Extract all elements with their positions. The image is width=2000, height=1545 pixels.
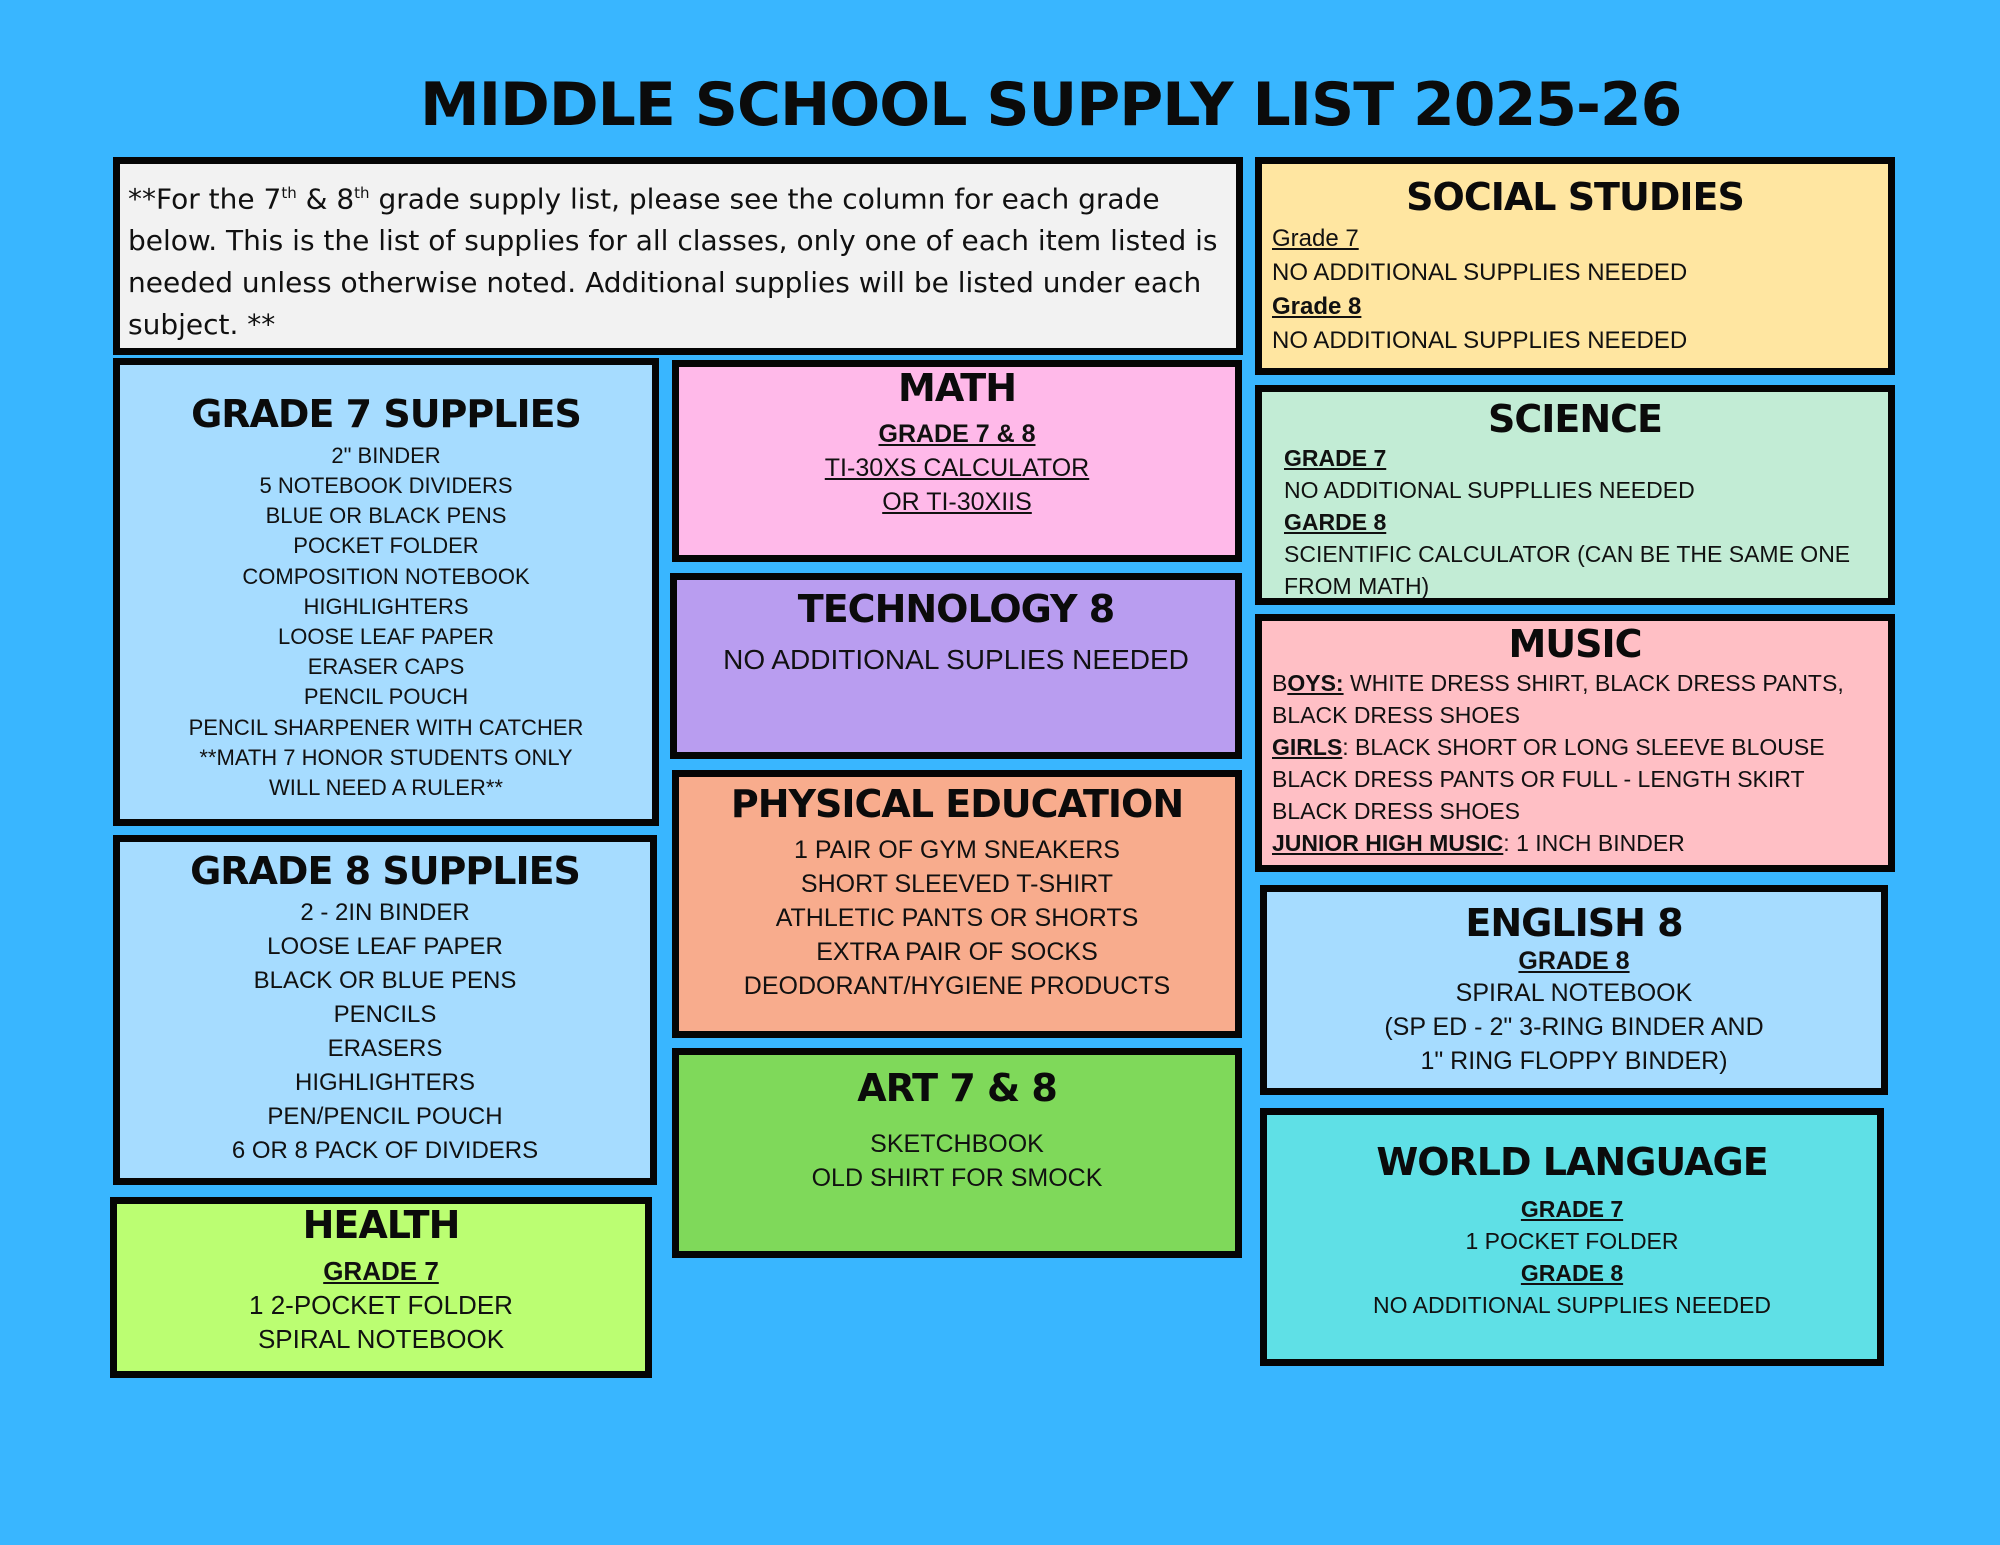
list-item: BLACK OR BLUE PENS <box>253 966 517 994</box>
social-studies-card <box>1255 157 1895 375</box>
grade-label: GARDE 8 <box>1284 508 1387 535</box>
list-item: 1" RING FLOPPY BINDER) <box>1420 1046 1728 1075</box>
list-item: LOOSE LEAF PAPER <box>267 932 503 960</box>
intro-note <box>113 157 1243 355</box>
art-heading: ART 7 & 8 <box>857 1066 1057 1110</box>
art-card <box>672 1048 1242 1258</box>
page-title: MIDDLE SCHOOL SUPPLY LIST 2025-26 <box>420 70 1682 140</box>
grade-label: GRADE 7 <box>323 1255 439 1286</box>
list-item: TI-30XS CALCULATOR <box>824 453 1090 482</box>
list-item: 1 PAIR OF GYM SNEAKERS <box>793 835 1120 864</box>
science-card <box>1255 385 1895 605</box>
list-item: **MATH 7 HONOR STUDENTS ONLY <box>199 744 573 770</box>
pe-card <box>672 770 1242 1038</box>
list-item: EXTRA PAIR OF SOCKS <box>816 937 1098 966</box>
list-item: DEODORANT/HYGIENE PRODUCTS <box>743 971 1171 1000</box>
list-item: 6 OR 8 PACK OF DIVIDERS <box>231 1136 539 1164</box>
grade-label: GRADE 7 <box>1520 1195 1624 1222</box>
list-item: ERASER CAPS <box>307 654 465 680</box>
math-card <box>672 360 1242 562</box>
list-item: OLD SHIRT FOR SMOCK <box>811 1163 1103 1192</box>
health-card <box>110 1197 652 1378</box>
list-item: SHORT SLEEVED T-SHIRT <box>800 869 1114 898</box>
social-studies-heading: SOCIAL STUDIES <box>1406 175 1744 219</box>
list-item: NO ADDITIONAL SUPPLIES NEEDED <box>1272 326 1688 354</box>
list-item: PEN/PENCIL POUCH <box>267 1102 503 1130</box>
grade-label: GRADE 7 & 8 <box>878 419 1036 448</box>
science-heading: SCIENCE <box>1487 397 1662 441</box>
grade7-supplies-card <box>113 358 659 826</box>
list-item: COMPOSITION NOTEBOOK <box>242 563 530 589</box>
list-item: HIGHLIGHTERS <box>294 1068 476 1096</box>
list-item: ERASERS <box>327 1034 443 1062</box>
list-item: 5 NOTEBOOK DIVIDERS <box>259 472 513 498</box>
list-item: NO ADDITIONAL SUPPLIES NEEDED <box>1373 1291 1771 1318</box>
list-item: NO ADDITIONAL SUPPLLIES NEEDED <box>1284 476 1695 503</box>
world-language-card <box>1260 1108 1884 1366</box>
english-heading: ENGLISH 8 <box>1465 901 1683 945</box>
grade8-supplies-card <box>113 835 657 1185</box>
english-card <box>1260 885 1888 1095</box>
technology-heading: TECHNOLOGY 8 <box>797 587 1115 631</box>
list-item: 1 2-POCKET FOLDER <box>249 1290 513 1320</box>
technology-text: NO ADDITIONAL SUPLIES NEEDED <box>723 643 1189 675</box>
music-girls: GIRLS: BLACK SHORT OR LONG SLEEVE BLOUSE <box>1272 733 1825 760</box>
music-boys: BOYS: WHITE DRESS SHIRT, BLACK DRESS PANTS, <box>1272 669 1844 696</box>
grade-label: GRADE 8 <box>1520 1259 1624 1286</box>
list-item: FROM MATH) <box>1284 572 1430 599</box>
list-item: 1 POCKET FOLDER <box>1465 1227 1679 1254</box>
list-item: OR TI-30XIIS <box>882 487 1032 516</box>
list-item: LOOSE LEAF PAPER <box>277 623 494 649</box>
music-card <box>1255 614 1895 872</box>
grade8-heading: GRADE 8 SUPPLIES <box>190 849 580 893</box>
list-item: (SP ED - 2" 3-RING BINDER AND <box>1384 1012 1764 1041</box>
math-heading: MATH <box>898 366 1016 410</box>
list-item: SPIRAL NOTEBOOK <box>1455 978 1693 1007</box>
list-item: PENCIL SHARPENER WITH CATCHER <box>188 714 584 740</box>
list-item: PENCILS <box>333 1000 437 1028</box>
grade-label: Grade 7 <box>1272 224 1359 252</box>
list-item: NO ADDITIONAL SUPPLIES NEEDED <box>1272 258 1688 286</box>
list-item: BLACK DRESS SHOES <box>1272 701 1520 728</box>
list-item: WILL NEED A RULER** <box>269 774 503 800</box>
music-heading: MUSIC <box>1508 622 1642 666</box>
grade7-heading: GRADE 7 SUPPLIES <box>191 392 581 436</box>
pe-heading: PHYSICAL EDUCATION <box>730 782 1184 826</box>
list-item: 2" BINDER <box>331 442 441 468</box>
list-item: SKETCHBOOK <box>870 1129 1044 1158</box>
music-junior-high: JUNIOR HIGH MUSIC: 1 INCH BINDER <box>1272 829 1685 856</box>
list-item: HIGHLIGHTERS <box>303 593 469 619</box>
world-language-heading: WORLD LANGUAGE <box>1376 1140 1768 1184</box>
health-heading: HEALTH <box>302 1203 460 1247</box>
list-item: BLACK DRESS SHOES <box>1272 797 1520 824</box>
technology-card <box>670 573 1242 759</box>
list-item: 2 - 2IN BINDER <box>300 898 470 926</box>
list-item: BLACK DRESS PANTS OR FULL - LENGTH SKIRT <box>1272 765 1805 792</box>
list-item: BLUE OR BLACK PENS <box>265 503 507 529</box>
intro-text: **For the 7th & 8th grade supply list, please see the column for each grade below. This is the list of supplies for all classes, only one of each item listed is needed unless otherwise noted. Additional supplies will be listed under each subject. ** <box>128 182 1218 342</box>
list-item: SCIENTIFIC CALCULATOR (CAN BE THE SAME ONE <box>1284 540 1851 567</box>
list-item: ATHLETIC PANTS OR SHORTS <box>775 903 1139 932</box>
grade-label: Grade 8 <box>1272 292 1362 320</box>
grade-label: GRADE 8 <box>1518 946 1630 975</box>
list-item: SPIRAL NOTEBOOK <box>257 1324 505 1355</box>
list-item: PENCIL POUCH <box>303 684 469 710</box>
list-item: POCKET FOLDER <box>293 533 479 559</box>
grade-label: GRADE 7 <box>1284 444 1387 471</box>
